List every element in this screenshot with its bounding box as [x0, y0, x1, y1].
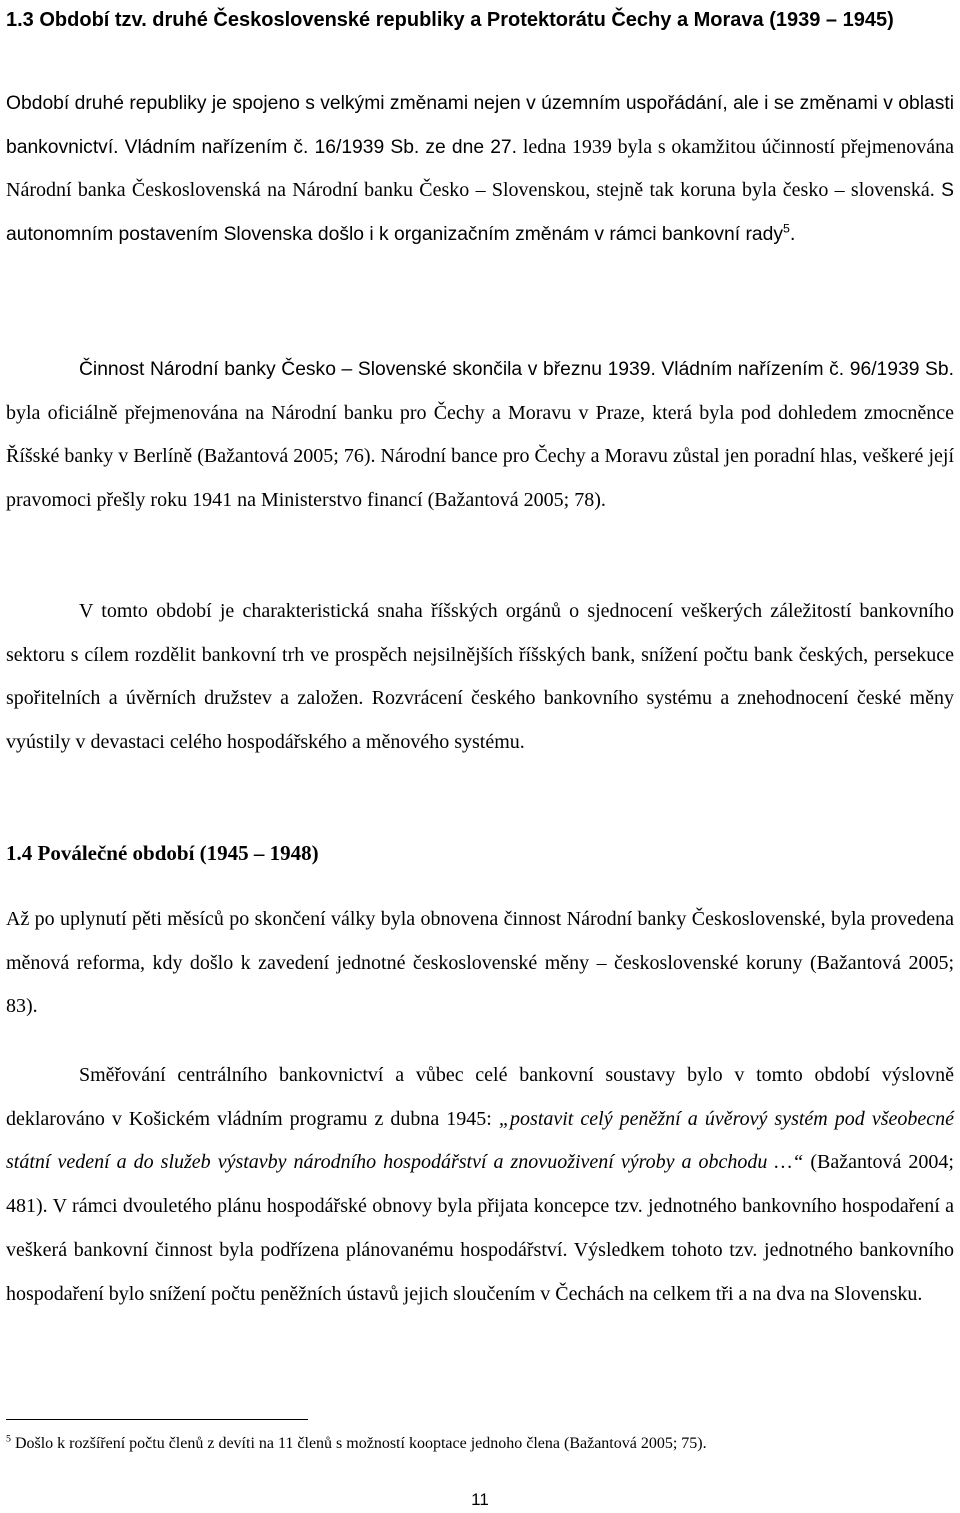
footnote-separator	[6, 1419, 308, 1420]
paragraph-central-banking-direction	[6, 1054, 954, 1316]
footnote-number: 5	[6, 1433, 11, 1445]
paragraph-text-sans: Období druhé republiky je spojeno s velkými změnami nejen v územním uspořádání, ale i se změnami v oblasti bankovnictví. Vládním nařízením č. 16/1939 Sb. ze dne 27.	[6, 93, 954, 158]
kosice-program-quote: „postavit celý peněžní a úvěrový systém pod všeobecné státní vedení a do služeb výstavby národního hospodářství a znovuoživení výroby a obchodu …“	[6, 1107, 954, 1174]
paragraph-reich-period: V tomto období je charakteristická snaha říšských orgánů o sjednocení veškerých záležitostí bankovního sektoru s cílem rozdělit bankovní trh ve prospěch nejsilnějších říšských bank, snížení počtu bank českých, persekuce spořitelních a úvěrních družstev a založen. Rozvrácení českého bankovního systému a znehodnocení české měny vyústily v devastaci celého hospodářského a měnového systému.	[6, 600, 954, 754]
paragraph-second-republic	[6, 82, 954, 257]
paragraph-period: .	[789, 223, 796, 246]
paragraph-national-bank-activity	[6, 348, 954, 523]
paragraph-text-end: (Bažantová 2004; 481). V rámci dvouletého plánu hospodářské obnovy byla přijata koncepce tzv. jednotného bankovního hospodaření a veškerá bankovní činnost byla podřízena plánovanému hospodářství. Výsledkem tohoto tzv. jednotného bankovního hospodaření bylo snížení počtu peněžních ústavů jejich sloučením v Čechách na celkem tři a na dva na Slovensku.	[6, 1151, 954, 1305]
paragraph-postwar-reform: Až po uplynutí pěti měsíců po skončení války byla obnovena činnost Národní banky Československé, byla provedena měnová reforma, kdy došlo k zavedení jednotné československé měny – československé koruny (Bažantová 2005; 83).	[6, 908, 954, 1018]
paragraph-text-serif: byla oficiálně přejmenována na Národní banku pro Čechy a Moravu v Praze, která byla pod dohledem zmocněnce Říšské banky v Berlíně (Bažantová 2005; 76). Národní bance pro Čechy a Moravu zůstal jen poradní hlas, veškeré její pravomoci přešly roku 1941 na Ministerstvo financí (Bažantová 2005; 78).	[6, 401, 954, 512]
paragraph-text-start: Směřování centrálního bankovnictví a vůbec celé bankovní soustavy bylo v tomto období výslovně deklarováno v Košickém vládním programu z dubna 1945:	[6, 1064, 954, 1130]
paragraph-text-serif: ledna 1939 byla s okamžitou účinností přejmenována Národní banka Československá na Národní banku Česko – Slovenskou, stejně tak koruna byla česko – slovenská.	[6, 135, 955, 202]
footnote-reference: 5	[782, 221, 790, 236]
paragraph-text-sans: Činnost Národní banky Česko – Slovenské skončila v březnu 1939. Vládním nařízením č. 96/1939 Sb.	[79, 359, 954, 380]
paragraph-text-sans-end: S autonomním postavením Slovenska došlo i k organizačním změnám v rámci bankovní rady	[6, 180, 954, 246]
section-heading-1-4: 1.4 Poválečné období (1945 – 1948)	[6, 841, 319, 865]
footnote-text: Došlo k rozšíření počtu členů z devíti na 11 členů s možností kooptace jednoho člena (Bažantová 2005; 75).	[14, 1435, 707, 1452]
page-number: 11	[471, 1490, 489, 1509]
footnote	[6, 1430, 954, 1458]
section-heading-1-3: 1.3 Období tzv. druhé Československé republiky a Protektorátu Čechy a Morava (1939 – 1945)	[6, 9, 894, 31]
